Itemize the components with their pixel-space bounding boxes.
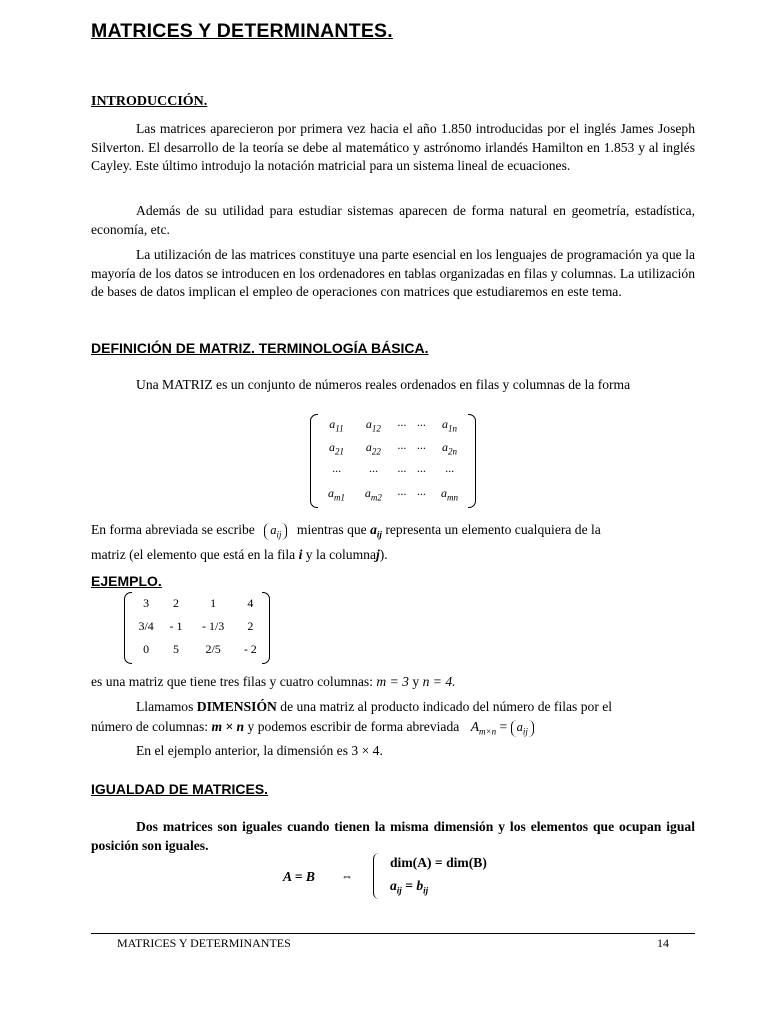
aij-notation-2: $a_{ij}$ — [511, 720, 534, 737]
abbr-text-5: y la columna — [305, 547, 376, 562]
matrix-cell: ··· — [397, 464, 407, 478]
abbr-text-4: matriz (el elemento que está en la fila — [91, 547, 296, 562]
condition-elements — [390, 878, 428, 896]
dim-text-4: y podemos escribir de forma abreviada — [247, 719, 460, 734]
matrix-cell: ··· — [331, 464, 341, 478]
matrix-cell: ··· — [416, 441, 426, 455]
matrix-row — [318, 414, 468, 437]
matrix-cell: ··· — [397, 441, 407, 455]
matrix-cell: 1 — [210, 596, 217, 610]
equals-sign: = — [499, 719, 508, 734]
matrix-cell: ··· — [368, 464, 378, 478]
matrix-cell: 2/5 — [205, 642, 221, 656]
m-times-n: m × n — [211, 719, 245, 734]
conjunction-y: y — [412, 674, 420, 689]
intro-paragraph-1: Las matrices aparecieron por primera vez hacia el año 1.850 introducidas por el inglés James Joseph Silverton. El desarrollo de la teoría se debe al matemático y astrónomo irlandés Hamilton en 1.853 y al inglés Cayley. Este último introdujo la notación matricial para un sistema lineal de ecuaciones. — [91, 121, 695, 174]
a-subscript: ij — [396, 885, 402, 896]
left-paren — [310, 414, 318, 508]
matrix-cell: ··· — [416, 487, 426, 501]
abbreviation-line-2 — [91, 547, 388, 563]
A-symbol: A — [470, 719, 480, 734]
equality-heading: IGUALDAD DE MATRICES. — [91, 781, 269, 797]
right-paren — [468, 414, 476, 508]
page-title: MATRICES Y DETERMINANTES. — [91, 20, 393, 42]
matrix-row — [130, 638, 264, 661]
matrix-cell: $a_{22}$ — [365, 440, 381, 457]
matrix-cell: $a_{21}$ — [328, 440, 344, 457]
conditions-brace — [373, 853, 380, 899]
matrix-cell: 2 — [247, 619, 254, 633]
A-subscript: m×n — [479, 726, 497, 737]
equality-lhs: A = B — [283, 869, 315, 884]
matrix-cell: 5 — [172, 642, 179, 656]
dim-text-1: Llamamos — [136, 699, 194, 714]
matrix-cell: ··· — [397, 487, 407, 501]
matrix-cell: $a_{12}$ — [365, 417, 381, 434]
intro-paragraph-3: La utilización de las matrices constituye una parte esencial en los lenguajes de programación ya que la mayoría de los datos se introducen en los ordenadores en tablas organizadas en filas y columnas. La utilización de bases de datos implican el empleo de operaciones con matrices que estudiaremos en este tema. — [91, 247, 695, 300]
dimension-line-2 — [91, 719, 534, 737]
equals-sign-2: = — [405, 878, 413, 893]
aij-symbol: $a_{ij}$ — [370, 522, 382, 540]
generic-matrix — [310, 414, 476, 508]
footer-title: MATRICES Y DETERMINANTES — [117, 936, 291, 950]
matrix-cell: ··· — [416, 418, 426, 432]
matrix-cell: $a_{1n}$ — [442, 417, 458, 434]
a-symbol: a — [390, 878, 397, 893]
intro-paragraph-2: Además de su utilidad para estudiar sistemas aparecen de forma natural en geometría, estadística, economía, etc. — [91, 203, 695, 237]
m-value: m = 3 — [376, 674, 409, 689]
definition-paragraph: Una MATRIZ es un conjunto de números reales ordenados en filas y columnas de la forma — [136, 377, 631, 392]
example-text: es una matriz que tiene tres filas y cuatro columnas: — [91, 674, 373, 689]
b-subscript: ij — [423, 885, 429, 896]
page-number: 14 — [657, 936, 669, 950]
dimension-term: DIMENSIÓN — [196, 699, 277, 714]
matrix-cell: 4 — [247, 596, 254, 610]
example-heading: EJEMPLO. — [91, 573, 162, 589]
matrix-row — [130, 592, 264, 615]
matrix-cell: $a_{mn}$ — [441, 486, 459, 503]
aij-notation: $a_{ij}$ — [264, 523, 287, 540]
n-value: n = 4. — [422, 674, 456, 689]
abbr-text-3: representa un elemento cualquiera de la — [385, 522, 601, 537]
matrix-cell: - 1 — [169, 619, 183, 633]
intro-heading: INTRODUCCIÓN. — [91, 94, 208, 109]
dimension-line-3 — [136, 743, 383, 759]
definition-heading: DEFINICIÓN DE MATRIZ. TERMINOLOGÍA BÁSICA. — [91, 340, 429, 356]
row-index-i: i — [298, 547, 303, 562]
matrix-cell: $a_{11}$ — [329, 417, 344, 434]
iff-symbol: ⇔ — [341, 869, 353, 883]
matrix-cell: ··· — [397, 418, 407, 432]
A-mxn — [470, 719, 497, 737]
matrix-cell: 2 — [172, 596, 179, 610]
abbr-text-6: ). — [379, 547, 388, 562]
matrix-cell: 0 — [143, 642, 150, 656]
matrix-row — [130, 615, 264, 638]
matrix-cell: - 1/3 — [201, 619, 225, 633]
matrix-cell: ··· — [445, 464, 455, 478]
col-index-j: j — [376, 547, 380, 562]
dim-value: 3 × 4. — [351, 743, 383, 758]
abbreviation-line-1 — [91, 522, 601, 540]
abbr-text-1: En forma abreviada se escribe — [91, 522, 255, 537]
condition-dimension: dim(A) = dim(B) — [390, 855, 487, 870]
dim-text-5: En el ejemplo anterior, la dimensión es — [136, 743, 348, 758]
footer-divider — [91, 933, 695, 934]
matrix-row — [318, 437, 468, 460]
example-description — [91, 674, 456, 690]
matrix-cell: 3 — [143, 596, 150, 610]
b-symbol: b — [416, 878, 424, 893]
abbr-text-2: mientras que — [296, 522, 367, 537]
matrix-cell: $a_{2n}$ — [442, 440, 458, 457]
matrix-cell: - 2 — [243, 642, 257, 656]
equality-statement: Dos matrices son iguales cuando tienen la misma dimensión y los elementos que ocupan igual posición son iguales. — [91, 819, 695, 853]
matrix-row — [318, 460, 468, 483]
dim-text-2: de una matriz al producto indicado del número de filas por el — [280, 699, 613, 714]
matrix-cell: $a_{m1}$ — [327, 486, 345, 503]
matrix-cell: $a_{m2}$ — [364, 486, 382, 503]
dim-text-3: número de columnas: — [91, 719, 209, 734]
example-matrix — [124, 592, 270, 664]
matrix-row — [318, 483, 468, 506]
matrix-cell: ··· — [416, 464, 426, 478]
dimension-line-1 — [136, 699, 612, 715]
matrix-cell: 3/4 — [138, 619, 154, 633]
